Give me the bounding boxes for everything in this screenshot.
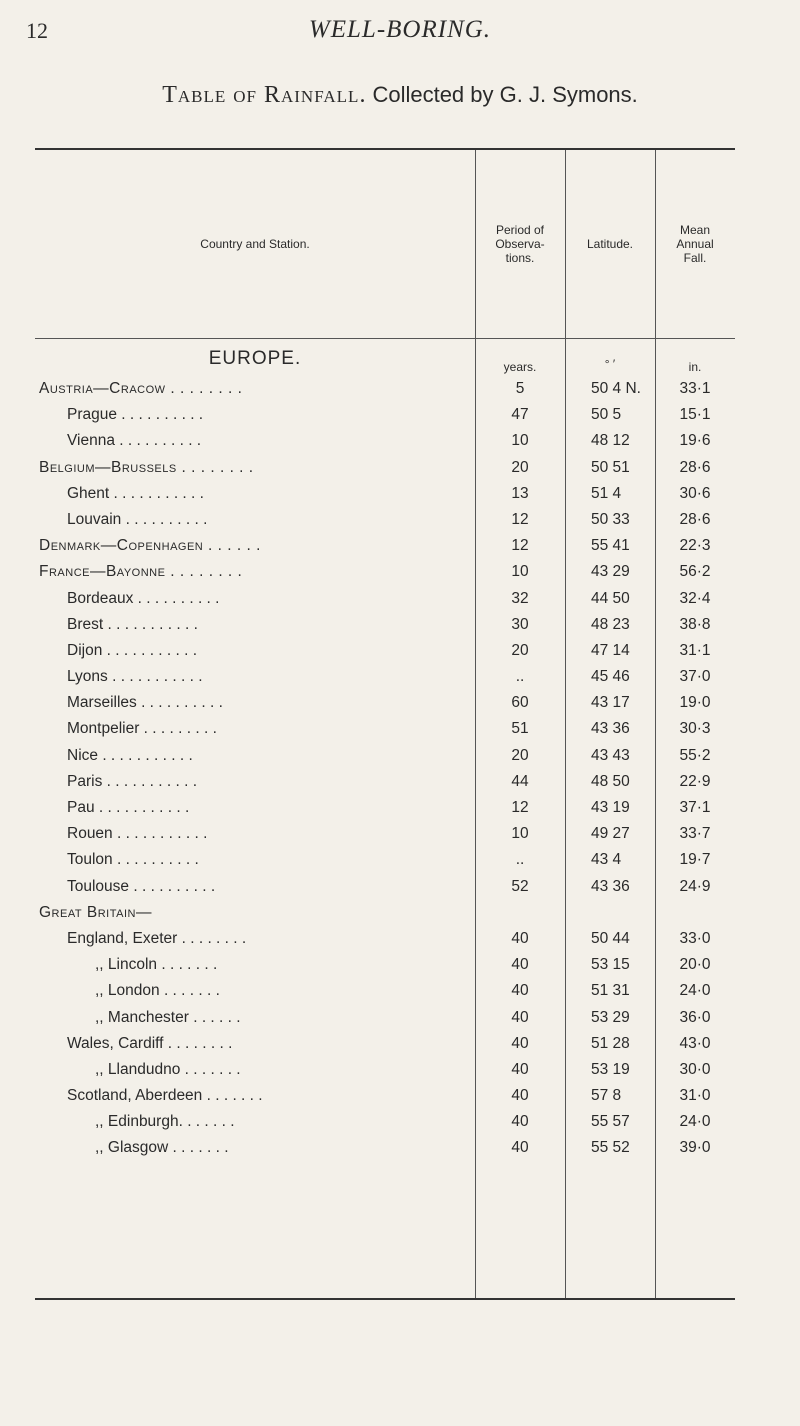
table-row: [35, 376, 735, 402]
latitude-cell: 51 28: [591, 1034, 630, 1052]
period-cell: 40: [511, 1113, 529, 1131]
period-cell: 40: [511, 1139, 529, 1157]
latitude-cell: 48 50: [591, 772, 630, 790]
table-row: [35, 402, 735, 428]
latitude-cell: 47 14: [591, 641, 630, 659]
station-cell: Nice . . . . . . . . . . .: [67, 746, 193, 764]
station-cell: Belgium—Brussels . . . . . . . .: [39, 458, 254, 476]
latitude-cell: 55 52: [591, 1139, 630, 1157]
fall-cell: 36·0: [679, 1008, 711, 1026]
fall-cell: 24·0: [679, 1113, 711, 1131]
table-row: [35, 900, 735, 926]
latitude-cell: 53 19: [591, 1060, 630, 1078]
unit-fall: in.: [688, 360, 702, 374]
latitude-cell: 53 15: [591, 956, 630, 974]
header-fall: Mean Annual Fall.: [676, 223, 714, 265]
period-cell: 60: [511, 694, 529, 712]
section-heading: EUROPE.: [208, 348, 302, 369]
unit-period: years.: [503, 360, 537, 374]
fall-cell: 32·4: [679, 589, 711, 607]
station-cell: Marseilles . . . . . . . . . .: [67, 694, 223, 712]
period-cell: 12: [511, 537, 529, 555]
table-row: [35, 978, 735, 1004]
period-cell: 10: [511, 825, 529, 843]
table-row: [35, 874, 735, 900]
latitude-cell: 51 31: [591, 982, 630, 1000]
page-number: 12: [26, 18, 48, 43]
latitude-cell: 48 12: [591, 432, 630, 450]
table-row: [35, 638, 735, 664]
station-cell: ,, Manchester . . . . . .: [95, 1008, 241, 1026]
fall-cell: 43·0: [679, 1034, 711, 1052]
table-row: [35, 952, 735, 978]
period-cell: 10: [511, 563, 529, 581]
fall-cell: 33·7: [679, 825, 711, 843]
fall-cell: 19·0: [679, 694, 711, 712]
table-title: [0, 82, 800, 109]
station-cell: Louvain . . . . . . . . . .: [67, 510, 208, 528]
header-rule: [35, 338, 735, 339]
latitude-cell: 43 17: [591, 694, 630, 712]
rainfall-table: [35, 148, 735, 1300]
latitude-cell: 55 57: [591, 1113, 630, 1131]
fall-cell: 37·1: [679, 799, 711, 816]
table-row: [35, 586, 735, 612]
latitude-cell: 45 46: [591, 668, 630, 686]
station-cell: France—Bayonne . . . . . . . .: [39, 563, 243, 581]
station-cell: Toulouse . . . . . . . . . .: [67, 877, 216, 895]
station-cell: Bordeaux . . . . . . . . . .: [67, 589, 220, 607]
fall-cell: 37·0: [679, 668, 711, 686]
latitude-cell: 50 33: [591, 510, 630, 528]
latitude-cell: 43 36: [591, 720, 630, 738]
latitude-cell: 49 27: [591, 825, 630, 843]
station-cell: Lyons . . . . . . . . . . .: [67, 668, 203, 686]
station-cell: Montpelier . . . . . . . . .: [67, 720, 217, 738]
fall-cell: 30·3: [679, 720, 711, 738]
latitude-cell: 43 43: [591, 746, 630, 764]
table-row: [35, 926, 735, 952]
title-prefix: Table of Rainfall.: [162, 82, 367, 108]
table-row: [35, 690, 735, 716]
table-body: [35, 376, 735, 1162]
period-cell: 44: [511, 772, 529, 790]
station-cell: Scotland, Aberdeen . . . . . . .: [67, 1087, 263, 1105]
station-cell: Denmark—Copenhagen . . . . . .: [39, 537, 261, 555]
fall-cell: 31·0: [679, 1087, 711, 1105]
unit-latitude: ° ′: [604, 357, 616, 371]
station-cell: ,, Lincoln . . . . . . .: [95, 956, 218, 974]
station-cell: Dijon . . . . . . . . . . .: [67, 641, 198, 659]
station-cell: England, Exeter . . . . . . . .: [67, 929, 247, 947]
station-cell: Prague . . . . . . . . . .: [67, 406, 204, 424]
table-row: [35, 507, 735, 533]
running-head: WELL-BORING.: [308, 16, 492, 43]
period-cell: 47: [511, 406, 529, 424]
station-cell: ,, Edinburgh. . . . . . .: [95, 1113, 235, 1131]
table-row: [35, 716, 735, 742]
table-row: [35, 1135, 735, 1161]
period-cell: 52: [511, 877, 529, 895]
table-row: [35, 1005, 735, 1031]
fall-cell: 20·0: [679, 956, 711, 974]
table-row: [35, 1083, 735, 1109]
fall-cell: 24·9: [679, 877, 711, 895]
table-row: [35, 1057, 735, 1083]
table-row: [35, 769, 735, 795]
fall-cell: 39·0: [679, 1139, 711, 1157]
header-latitude: Latitude.: [586, 237, 634, 251]
header-station: Country and Station.: [200, 237, 310, 251]
table-row: [35, 1109, 735, 1135]
fall-cell: 22·3: [679, 537, 711, 555]
period-cell: 40: [511, 1034, 529, 1052]
table-row: [35, 559, 735, 585]
period-cell: ..: [515, 668, 525, 686]
latitude-cell: 50 4 N.: [591, 380, 641, 397]
period-cell: ..: [515, 851, 525, 869]
fall-cell: 24·0: [679, 982, 711, 1000]
period-cell: 32: [511, 589, 529, 607]
period-cell: 12: [511, 510, 529, 528]
station-cell: Austria—Cracow . . . . . . . .: [39, 380, 243, 397]
period-cell: 30: [511, 615, 529, 633]
fall-cell: 19·6: [679, 432, 711, 450]
station-cell: Wales, Cardiff . . . . . . . .: [67, 1034, 233, 1052]
table-row: [35, 612, 735, 638]
latitude-cell: 50 51: [591, 458, 630, 476]
period-cell: 40: [511, 929, 529, 947]
fall-cell: 28·6: [679, 458, 711, 476]
station-cell: Paris . . . . . . . . . . .: [67, 772, 198, 790]
station-cell: ,, London . . . . . . .: [95, 982, 220, 1000]
period-cell: 40: [511, 1008, 529, 1026]
period-cell: 40: [511, 956, 529, 974]
station-cell: Toulon . . . . . . . . . .: [67, 851, 199, 869]
period-cell: 12: [511, 799, 529, 816]
fall-cell: 33·0: [679, 929, 711, 947]
latitude-cell: 44 50: [591, 589, 630, 607]
table-row: [35, 847, 735, 873]
fall-cell: 33·1: [679, 380, 711, 397]
latitude-cell: 48 23: [591, 615, 630, 633]
latitude-cell: 50 44: [591, 929, 630, 947]
station-cell: ,, Llandudno . . . . . . .: [95, 1060, 241, 1078]
latitude-cell: 57 8: [591, 1087, 622, 1105]
table-row: [35, 795, 735, 821]
fall-cell: 15·1: [679, 406, 711, 424]
table-row: [35, 455, 735, 481]
station-cell: Rouen . . . . . . . . . . .: [67, 825, 208, 843]
station-cell: Pau . . . . . . . . . . .: [67, 799, 190, 816]
fall-cell: 22·9: [679, 772, 711, 790]
station-cell: Brest . . . . . . . . . . .: [67, 615, 198, 633]
table-row: [35, 481, 735, 507]
fall-cell: 30·6: [679, 484, 711, 502]
latitude-cell: 55 41: [591, 537, 630, 555]
latitude-cell: 43 4: [591, 851, 622, 869]
header-period: Period of Observa- tions.: [495, 223, 545, 265]
period-cell: 5: [515, 380, 525, 397]
table-row: [35, 664, 735, 690]
table-row: [35, 821, 735, 847]
latitude-cell: 51 4: [591, 484, 622, 502]
station-cell: ,, Glasgow . . . . . . .: [95, 1139, 229, 1157]
table-row: [35, 1031, 735, 1057]
latitude-cell: 50 5: [591, 406, 622, 424]
fall-cell: 55·2: [679, 746, 711, 764]
fall-cell: 38·8: [679, 615, 711, 633]
latitude-cell: 53 29: [591, 1008, 630, 1026]
table-row: [35, 533, 735, 559]
period-cell: 40: [511, 982, 529, 1000]
period-cell: 20: [511, 746, 529, 764]
station-cell: Ghent . . . . . . . . . . .: [67, 484, 204, 502]
latitude-cell: 43 19: [591, 799, 630, 816]
latitude-cell: 43 36: [591, 877, 630, 895]
period-cell: 20: [511, 458, 529, 476]
station-cell: Great Britain—: [39, 903, 152, 921]
latitude-cell: 43 29: [591, 563, 630, 581]
table-row: [35, 743, 735, 769]
title-rest: Collected by G. J. Symons.: [372, 82, 638, 107]
period-cell: 10: [511, 432, 529, 450]
table-row: [35, 428, 735, 454]
fall-cell: 56·2: [679, 563, 711, 581]
fall-cell: 30·0: [679, 1060, 711, 1078]
station-cell: Vienna . . . . . . . . . .: [67, 432, 202, 450]
period-cell: 40: [511, 1087, 529, 1105]
period-cell: 51: [511, 720, 529, 738]
period-cell: 13: [511, 484, 529, 502]
fall-cell: 31·1: [679, 641, 711, 659]
fall-cell: 19·7: [679, 851, 711, 869]
period-cell: 40: [511, 1060, 529, 1078]
period-cell: 20: [511, 641, 529, 659]
fall-cell: 28·6: [679, 510, 711, 528]
